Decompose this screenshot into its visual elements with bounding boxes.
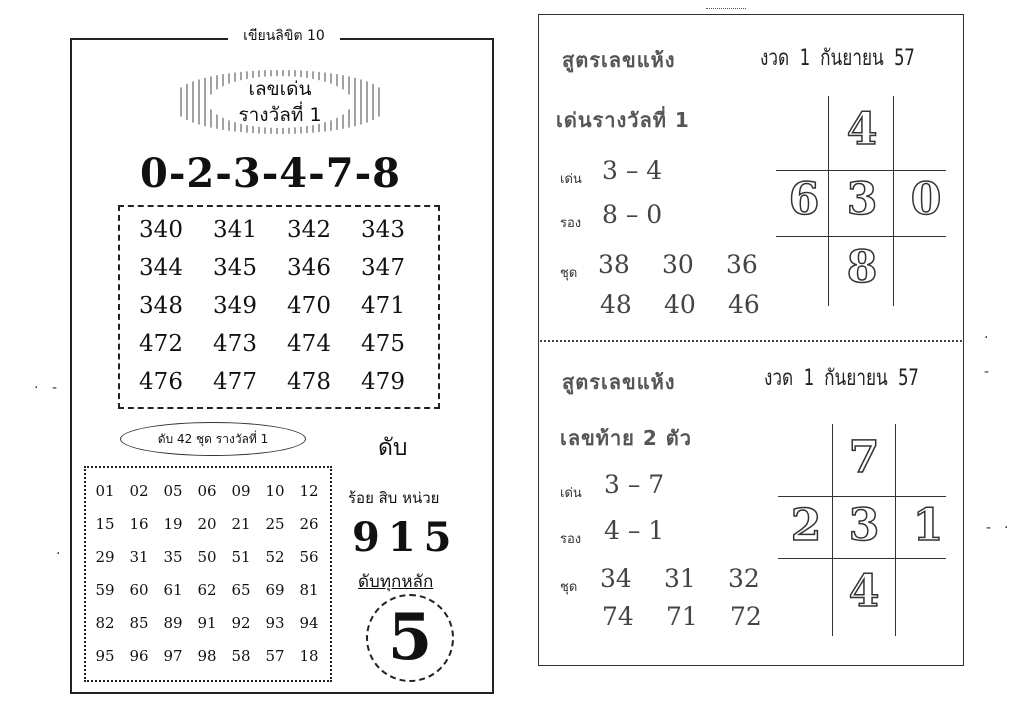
top-section-subtitle: เด่นรางวัลที่ 1 bbox=[556, 108, 690, 132]
grid-number: 479 bbox=[361, 369, 405, 395]
two-digit-grid bbox=[84, 466, 332, 682]
dotted-grid-number: 62 bbox=[197, 581, 217, 599]
dotted-grid-number: 18 bbox=[299, 647, 319, 665]
dotted-grid-number: 85 bbox=[129, 614, 149, 632]
bottom-cross-line bbox=[778, 558, 946, 559]
top-row-label-set: ชุด bbox=[560, 266, 578, 281]
scan-speck: · bbox=[984, 330, 989, 346]
dotted-grid-number: 65 bbox=[231, 581, 251, 599]
scan-speck: - bbox=[52, 380, 58, 396]
section-divider bbox=[540, 340, 962, 342]
bottom-row-label-main: เด่น bbox=[560, 486, 582, 501]
dotted-grid-number: 95 bbox=[95, 647, 115, 665]
dotted-grid-number: 91 bbox=[197, 614, 217, 632]
scan-speck: - bbox=[984, 364, 990, 380]
dotted-grid-number: 09 bbox=[231, 482, 251, 500]
three-digit-grid bbox=[118, 205, 440, 409]
bottom-cross-line bbox=[895, 424, 896, 636]
bottom-row-label-second: รอง bbox=[560, 532, 582, 547]
dotted-grid-number: 01 bbox=[95, 482, 115, 500]
top-row-label-main: เด่น bbox=[560, 172, 582, 187]
top-cross-left: 6 bbox=[788, 174, 820, 225]
bottom-row-second: 4 – 1 bbox=[604, 516, 665, 545]
dotted-grid-number: 59 bbox=[95, 581, 115, 599]
dotted-grid-number: 35 bbox=[163, 548, 183, 566]
bottom-set-value: 32 bbox=[728, 564, 760, 593]
dap-42-tag: ดับ 42 ชุด รางวัลที่ 1 bbox=[120, 422, 306, 456]
dotted-grid-number: 61 bbox=[163, 581, 183, 599]
top-cross-line bbox=[776, 170, 946, 171]
bottom-cross-right: 1 bbox=[912, 500, 944, 551]
top-row-main: 3 – 4 bbox=[602, 156, 663, 185]
top-row-second: 8 – 0 bbox=[602, 200, 663, 229]
dap-all-label: ดับทุกหลัก bbox=[358, 572, 434, 592]
dap-number: 915 bbox=[352, 514, 460, 561]
top-row-label-second: รอง bbox=[560, 216, 582, 231]
top-cross-line bbox=[893, 96, 894, 306]
dotted-grid-number: 51 bbox=[231, 548, 251, 566]
grid-number: 472 bbox=[139, 331, 183, 357]
top-cross-top: 4 bbox=[846, 104, 878, 155]
scan-speck: · bbox=[1004, 520, 1009, 536]
grid-number: 471 bbox=[361, 293, 405, 319]
dotted-grid-number: 82 bbox=[95, 614, 115, 632]
grid-number: 474 bbox=[287, 331, 331, 357]
top-set-value: 36 bbox=[726, 250, 758, 279]
bottom-cross-top: 7 bbox=[848, 432, 880, 483]
bottom-row-label-set: ชุด bbox=[560, 580, 578, 595]
dotted-grid-number: 60 bbox=[129, 581, 149, 599]
dap-title: ดับ bbox=[378, 435, 408, 461]
top-set-value: 30 bbox=[662, 250, 694, 279]
grid-number: 477 bbox=[213, 369, 257, 395]
scan-speck: · bbox=[56, 546, 61, 562]
badge-line-1: เลขเด่น bbox=[248, 78, 312, 100]
bottom-section-title: สูตรเลขแห้ง bbox=[562, 370, 676, 394]
dotted-grid-number: 05 bbox=[163, 482, 183, 500]
highlight-badge bbox=[175, 64, 385, 140]
dotted-grid-number: 93 bbox=[265, 614, 285, 632]
bottom-section-subtitle: เลขท้าย 2 ตัว bbox=[560, 426, 692, 450]
grid-number: 478 bbox=[287, 369, 331, 395]
top-section-date: งวด 1 กันยายน 57 bbox=[760, 46, 915, 71]
headline-digits: 0-2-3-4-7-8 bbox=[140, 150, 401, 197]
dotted-grid-number: 19 bbox=[163, 515, 183, 533]
dotted-grid-number: 89 bbox=[163, 614, 183, 632]
grid-number: 476 bbox=[139, 369, 183, 395]
dotted-grid-number: 12 bbox=[299, 482, 319, 500]
top-set-value: 48 bbox=[600, 290, 632, 319]
top-set-value: 40 bbox=[664, 290, 696, 319]
dotted-grid-number: 56 bbox=[299, 548, 319, 566]
grid-number: 346 bbox=[287, 255, 331, 281]
dotted-grid-number: 69 bbox=[265, 581, 285, 599]
grid-number: 344 bbox=[139, 255, 183, 281]
dotted-grid-number: 16 bbox=[129, 515, 149, 533]
top-cross-bottom: 8 bbox=[846, 242, 878, 293]
dap-all-digit: 5 bbox=[366, 594, 454, 682]
grid-number: 342 bbox=[287, 217, 331, 243]
badge-line-2: รางวัลที่ 1 bbox=[238, 104, 322, 126]
top-section-title: สูตรเลขแห้ง bbox=[562, 48, 676, 72]
bottom-cross-bottom: 4 bbox=[848, 566, 880, 617]
grid-number: 473 bbox=[213, 331, 257, 357]
dotted-grid-number: 92 bbox=[231, 614, 251, 632]
bottom-row-main: 3 – 7 bbox=[604, 470, 665, 499]
grid-number: 343 bbox=[361, 217, 405, 243]
dotted-grid-number: 96 bbox=[129, 647, 149, 665]
top-cross-line bbox=[776, 236, 946, 237]
grid-number: 345 bbox=[213, 255, 257, 281]
dotted-grid-number: 94 bbox=[299, 614, 319, 632]
dotted-grid-number: 52 bbox=[265, 548, 285, 566]
bottom-set-value: 74 bbox=[602, 602, 634, 631]
bottom-set-value: 31 bbox=[664, 564, 696, 593]
bottom-set-value: 71 bbox=[666, 602, 698, 631]
grid-number: 470 bbox=[287, 293, 331, 319]
grid-number: 475 bbox=[361, 331, 405, 357]
top-cross-right: 0 bbox=[910, 174, 942, 225]
dotted-grid-number: 58 bbox=[231, 647, 251, 665]
dotted-grid-number: 02 bbox=[129, 482, 149, 500]
grid-number: 341 bbox=[213, 217, 257, 243]
bottom-cross-line bbox=[778, 496, 946, 497]
position-labels: ร้อย สิบ หน่วย bbox=[348, 489, 440, 507]
top-set-value: 38 bbox=[598, 250, 630, 279]
dotted-grid-number: 57 bbox=[265, 647, 285, 665]
dotted-grid-number: 26 bbox=[299, 515, 319, 533]
left-page-title: เขียนลิขิต 10 bbox=[228, 24, 340, 48]
grid-number: 347 bbox=[361, 255, 405, 281]
bottom-cross-left: 2 bbox=[790, 500, 822, 551]
dotted-grid-number: 10 bbox=[265, 482, 285, 500]
dotted-grid-number: 31 bbox=[129, 548, 149, 566]
dotted-grid-number: 20 bbox=[197, 515, 217, 533]
dotted-grid-number: 97 bbox=[163, 647, 183, 665]
bottom-set-value: 72 bbox=[730, 602, 762, 631]
scan-speck: · bbox=[34, 380, 39, 396]
dotted-grid-number: 29 bbox=[95, 548, 115, 566]
scan-speck: - bbox=[986, 520, 992, 536]
scan-mark bbox=[706, 8, 746, 9]
bottom-set-value: 34 bbox=[600, 564, 632, 593]
bottom-cross-center: 3 bbox=[848, 500, 880, 551]
dotted-grid-number: 25 bbox=[265, 515, 285, 533]
top-cross-center: 3 bbox=[846, 174, 878, 225]
dotted-grid-number: 98 bbox=[197, 647, 217, 665]
grid-number: 348 bbox=[139, 293, 183, 319]
dotted-grid-number: 81 bbox=[299, 581, 319, 599]
top-set-value: 46 bbox=[728, 290, 760, 319]
dotted-grid-number: 15 bbox=[95, 515, 115, 533]
dotted-grid-number: 50 bbox=[197, 548, 217, 566]
grid-number: 340 bbox=[139, 217, 183, 243]
dotted-grid-number: 21 bbox=[231, 515, 251, 533]
bottom-section-date: งวด 1 กันยายน 57 bbox=[764, 366, 919, 391]
dotted-grid-number: 06 bbox=[197, 482, 217, 500]
grid-number: 349 bbox=[213, 293, 257, 319]
